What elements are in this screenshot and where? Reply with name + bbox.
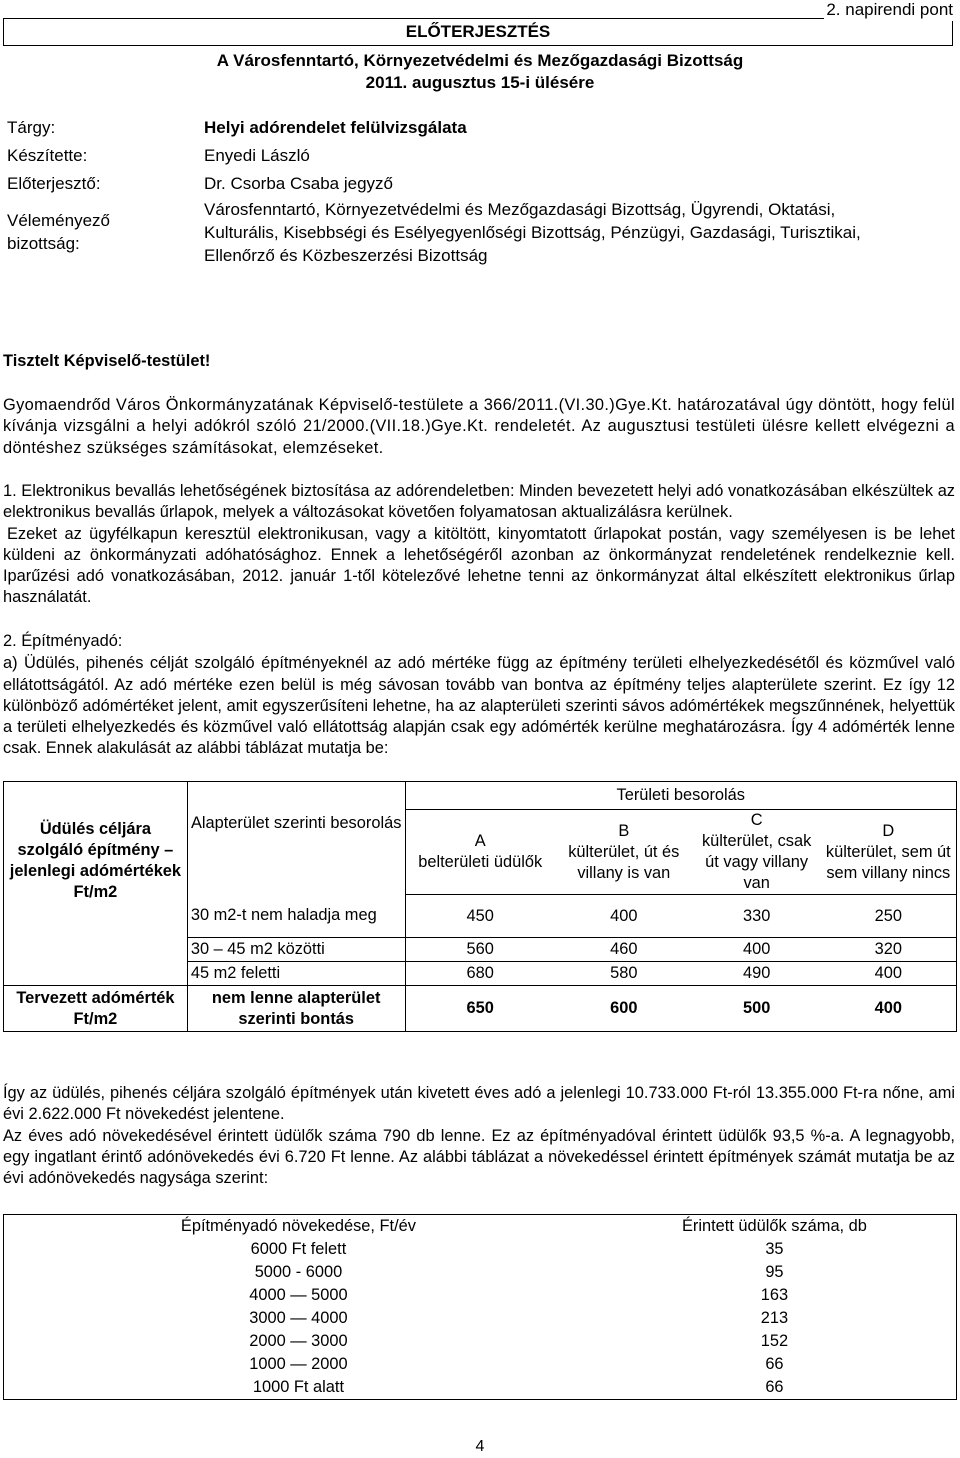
increase-range: 2000 — 3000 — [4, 1330, 593, 1353]
area-label: 30 – 45 m2 közötti — [187, 938, 405, 962]
reviewer-value-line3: Ellenőrző és Közbeszerzési Bizottság — [204, 246, 488, 265]
after-table-text-1: Így az üdülés, pihenés céljára szolgáló építmények után kivetett éves adó a jelenlegi 10.733.000 Ft-ról 13.355.000 Ft-ra nőne, ami évi 2.622.000 Ft növekedést jelentene. — [3, 1084, 955, 1124]
col-c-desc: külterület, csak út vagy villany van — [701, 832, 812, 892]
planned-rate-cell: 600 — [555, 986, 693, 1032]
point2-text-a: a) Üdülés, pihenés célját szolgáló építményeknél az adó mértéke függ az építmény területi elhelyezkedésétől és közművel való ellátottságától. Az adó mértéke ezen belül is még sávosan tovább van bontva az építmény teljes alapterülete szerint. Ez így 12 különböző adómértéket jelent, amit egyszerűsíteni lehetne, ha az alapterületi szerinti sávos adómértékek megszűnnének, helyettük a területi elhelyezkedés és közművel való ellátottság alapján csak egy adómérték kerülne meghatározásra. Így 4 adómérték lenne csak. Ennek alakulását az alábbi táblázat mutatja be: — [3, 654, 955, 758]
increase-range: 5000 - 6000 — [4, 1261, 593, 1284]
col-d-header — [821, 810, 957, 895]
rate-cell: 250 — [821, 895, 957, 938]
table2-header-increase: Építményadó növekedése, Ft/év — [4, 1215, 593, 1239]
table-row — [4, 895, 957, 938]
intro-paragraph — [3, 395, 955, 459]
committee-title: A Városfenntartó, Környezetvédelmi és Mezőgazdasági Bizottság — [216, 51, 744, 70]
territorial-header: Területi besorolás — [405, 782, 956, 810]
row-header-current-text: Üdülés céljára szolgáló építmény – jelenlegi adómértékek Ft/m2 — [9, 819, 182, 901]
col-c-letter: C — [750, 811, 763, 829]
point1-text-a: 1. Elektronikus bevallás lehetőségének biztosítása az adórendeletben: Minden bevezetett helyi adó vonatkozásában elkészültek az elektronikus bevallás űrlapok, melyek a változásokat követően folyamatosan aktualizálásra kerülnek. — [3, 482, 955, 522]
presenter-value: Dr. Csorba Csaba jegyző — [204, 174, 393, 193]
increase-range: 3000 — 4000 — [4, 1307, 593, 1330]
after-table-text-2: Az éves adó növekedésével érintett üdülők száma 790 db lenne. Ez az építményadóval érintett üdülők 93,5 %-a. A legnagyobb, egy ingatlant érintő adónövekedés évi 6.720 Ft lenne. Az alábbi táblázat a növekedéssel érintett építmények számát mutatja be az évi adónövekedés nagysága szerint: — [3, 1126, 955, 1188]
area-header — [187, 782, 405, 895]
reviewer-value-line1: Városfenntartó, Környezetvédelmi és Mezőgazdasági Bizottság, Ügyrendi, Oktatási, — [204, 200, 836, 219]
document-type: ELŐTERJESZTÉS — [405, 22, 551, 41]
increase-range: 6000 Ft felett — [4, 1238, 593, 1261]
table-row — [4, 1307, 957, 1330]
table-row — [4, 1238, 957, 1261]
subject-label: Tárgy: — [7, 118, 56, 137]
row-header-current-cell — [4, 819, 188, 986]
rate-cell: 400 — [555, 895, 693, 938]
table-row-planned — [4, 986, 957, 1032]
col-b-letter: B — [618, 821, 630, 840]
rate-cell: 460 — [555, 938, 693, 962]
area-label: 45 m2 feletti — [187, 962, 405, 986]
salutation: Tisztelt Képviselő-testület! — [3, 352, 211, 370]
meeting-date: 2011. augusztus 15-i ülésére — [365, 73, 595, 92]
after-table-paragraph — [3, 1083, 955, 1189]
page-number: 4 — [475, 1438, 485, 1455]
building-count: 163 — [593, 1284, 957, 1307]
table-row — [4, 1376, 957, 1400]
reviewer-label-line1: Véleményező — [7, 211, 111, 230]
col-d-letter: D — [882, 821, 895, 840]
planned-rate-cell: 650 — [405, 986, 555, 1032]
row-header-planned: Tervezett adómérték Ft/m2 — [4, 986, 188, 1032]
rate-cell: 680 — [405, 962, 555, 986]
point1-text-b: Ezeket az ügyfélkapun keresztül elektronikusan, vagy a kitöltött, kinyomtatott űrlapokat postán, vagy személyesen is be lehet küldeni az önkormányzati adóhatósághoz. Ennek a lehetőségéről azonban az önkormányzat rendeletének rendelkeznie kell. Iparűzési adó vonatkozásában, 2012. január 1-től kötelezővé lehetne tenni az önkormányzat által elkészített elektronikus űrlap használatát. — [3, 524, 955, 607]
building-count: 95 — [593, 1261, 957, 1284]
rate-cell: 400 — [821, 962, 957, 986]
reviewer-label-line2: bizottság: — [7, 234, 80, 253]
building-count: 66 — [593, 1376, 957, 1400]
col-a-header — [405, 810, 555, 895]
table-row — [4, 1353, 957, 1376]
agenda-item: 2. napirendi pont — [824, 0, 955, 21]
tax-rate-table — [3, 781, 957, 1032]
planned-label: nem lenne alapterület szerinti bontás — [187, 986, 405, 1032]
col-b-header — [555, 810, 693, 895]
increase-range: 4000 — 5000 — [4, 1284, 593, 1307]
rate-cell: 580 — [555, 962, 693, 986]
intro-text: Gyomaendrőd Város Önkormányzatának Képviselő-testülete a 366/2011.(VI.30.)Gye.Kt. határozatával úgy döntött, hogy felül kívánja vizsgálni a helyi adókról szóló 21/2000.(VII.18.)Gye.Kt. rendeletét. Az augusztusi testületi ülésre kellett elvégezni a döntéshez szükséges számításokat, elemzéseket. — [3, 396, 955, 457]
table-row — [4, 1261, 957, 1284]
reviewer-value-line2: Kulturális, Kisebbségi és Esélyegyenlőségi Bizottság, Pénzügyi, Gazdasági, Turisztikai, — [204, 223, 861, 242]
table-row — [4, 1284, 957, 1307]
area-header-text: Alapterület szerinti besorolás — [190, 813, 402, 832]
area-label-text: 30 m2-t nem haladja meg — [190, 906, 377, 925]
point2-paragraph — [3, 631, 955, 760]
affected-buildings-table — [3, 1214, 957, 1400]
author-label: Készítette: — [7, 146, 88, 165]
rate-cell: 320 — [821, 938, 957, 962]
rate-cell: 400 — [693, 938, 821, 962]
col-b-desc: külterület, út és villany is van — [568, 842, 680, 882]
table-row — [4, 1330, 957, 1353]
col-d-desc: külterület, sem út sem villany nincs — [825, 842, 951, 882]
header-box — [3, 18, 953, 46]
col-a-letter: A — [474, 832, 486, 850]
building-count: 213 — [593, 1307, 957, 1330]
subject-value: Helyi adórendelet felülvizsgálata — [204, 118, 467, 137]
planned-rate-cell: 400 — [821, 986, 957, 1032]
building-count: 35 — [593, 1238, 957, 1261]
col-c-header — [693, 810, 821, 895]
rate-cell: 450 — [405, 895, 555, 938]
planned-rate-cell: 500 — [693, 986, 821, 1032]
increase-range: 1000 Ft alatt — [4, 1376, 593, 1400]
building-count: 66 — [593, 1353, 957, 1376]
rate-cell: 560 — [405, 938, 555, 962]
col-a-desc: belterületi üdülők — [418, 853, 543, 871]
presenter-label: Előterjesztő: — [7, 174, 101, 193]
rate-cell: 330 — [693, 895, 821, 938]
area-label — [187, 813, 405, 938]
table2-header-count: Érintett üdülők száma, db — [593, 1215, 957, 1239]
point1-paragraph — [3, 481, 955, 609]
rate-cell: 490 — [693, 962, 821, 986]
author-value: Enyedi László — [204, 146, 310, 165]
building-count: 152 — [593, 1330, 957, 1353]
point2-title: 2. Építményadó: — [3, 632, 123, 650]
increase-range: 1000 — 2000 — [4, 1353, 593, 1376]
